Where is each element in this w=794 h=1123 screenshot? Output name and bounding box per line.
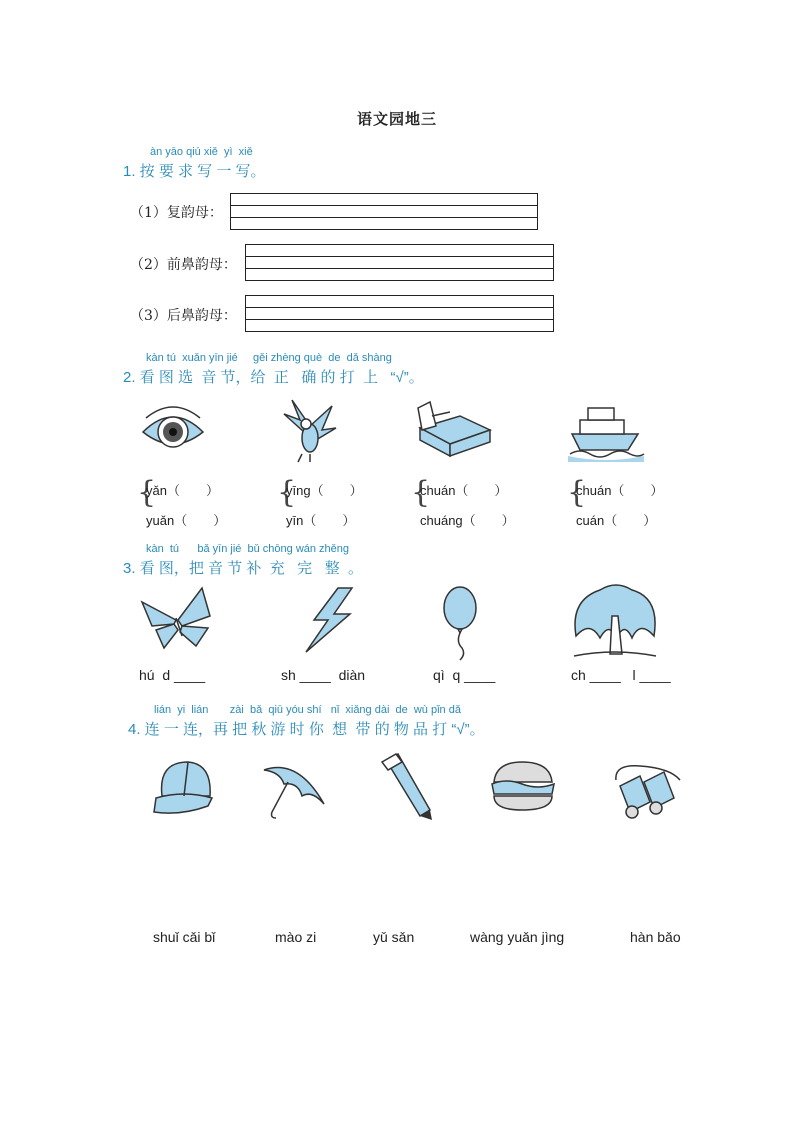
ship-icon xyxy=(566,398,646,462)
q2-option-1a[interactable]: yǎn（ ） xyxy=(146,483,219,498)
q4-word-3[interactable]: yǔ sǎn xyxy=(373,929,415,945)
eagle-icon xyxy=(280,396,340,466)
q1-item-3-label: （3）后鼻韵母： xyxy=(130,308,237,324)
bed-icon xyxy=(410,398,496,460)
q3-pinyin: kàn tú bǎ yīn jié bǔ chōng wán zhěng xyxy=(146,543,350,555)
marker-pen-icon xyxy=(378,752,438,822)
q1-answer-box-3[interactable] xyxy=(245,295,554,332)
q2-instruction: 2. 看 图 选 音 节，给 正 确 的 打 上 “√”。 xyxy=(123,369,424,386)
q4-word-1[interactable]: shuǐ cǎi bǐ xyxy=(153,929,216,945)
q1-item-2-label: （2）前鼻韵母： xyxy=(130,257,237,273)
eye-icon xyxy=(138,400,208,460)
q2-option-2a[interactable]: yīng（ ） xyxy=(286,483,363,498)
q2-option-3b[interactable]: chuáng（ ） xyxy=(420,513,515,528)
q1-item-1-label: （1）复韵母： xyxy=(130,205,223,221)
q2-option-2b[interactable]: yīn（ ） xyxy=(286,513,356,528)
q4-pinyin: lián yi lián zài bǎ qiū yóu shí nǐ xiǎng dài de wù pǐn dǎ xyxy=(154,704,461,716)
q2-brace-3: { xyxy=(411,475,431,510)
q1-instruction: 1. 按 要 求 写 一 写。 xyxy=(123,163,266,180)
hamburger-icon xyxy=(490,760,556,814)
q2-brace-4: { xyxy=(567,475,587,510)
lightning-icon xyxy=(300,584,360,656)
willow-tree-icon xyxy=(570,580,660,664)
q1-pinyin: àn yāo qiú xiě yì xiě xyxy=(150,146,253,158)
q3-fill-3[interactable]: qì q ____ xyxy=(433,667,496,683)
q2-option-4a[interactable]: chuán（ ） xyxy=(576,483,664,498)
q2-option-3a[interactable]: chuán（ ） xyxy=(420,483,508,498)
q4-word-4[interactable]: wàng yuǎn jìng xyxy=(470,929,565,945)
q4-instruction: 4. 连 一 连，再 把 秋 游 时 你 想 带 的 物 品 打 “√”。 xyxy=(128,721,485,738)
binoculars-icon xyxy=(610,762,686,824)
q3-instruction: 3. 看 图，把 音 节 补 充 完 整 。 xyxy=(123,560,364,577)
q2-option-4b[interactable]: cuán（ ） xyxy=(576,513,657,528)
page-title: 语文园地三 xyxy=(356,110,437,128)
cap-icon xyxy=(150,756,220,820)
q1-answer-box-1[interactable] xyxy=(230,193,538,230)
q2-brace-2: { xyxy=(277,475,297,510)
q1-answer-box-2[interactable] xyxy=(245,244,554,281)
q3-fill-1[interactable]: hú d ____ xyxy=(139,667,206,683)
butterfly-icon xyxy=(138,586,218,656)
q3-fill-2[interactable]: sh ____ diàn xyxy=(281,667,366,683)
umbrella-icon xyxy=(258,760,330,826)
q2-pinyin: kàn tú xuǎn yīn jié gěi zhèng què de dǎ shàng xyxy=(146,352,392,364)
balloon-icon xyxy=(438,584,482,662)
q4-word-5[interactable]: hàn bǎo xyxy=(630,929,681,945)
q2-brace-1: { xyxy=(137,475,157,510)
q3-fill-4[interactable]: ch ____ l ____ xyxy=(571,667,671,683)
q4-word-2[interactable]: mào zi xyxy=(275,929,317,945)
q2-option-1b[interactable]: yuǎn（ ） xyxy=(146,513,227,528)
